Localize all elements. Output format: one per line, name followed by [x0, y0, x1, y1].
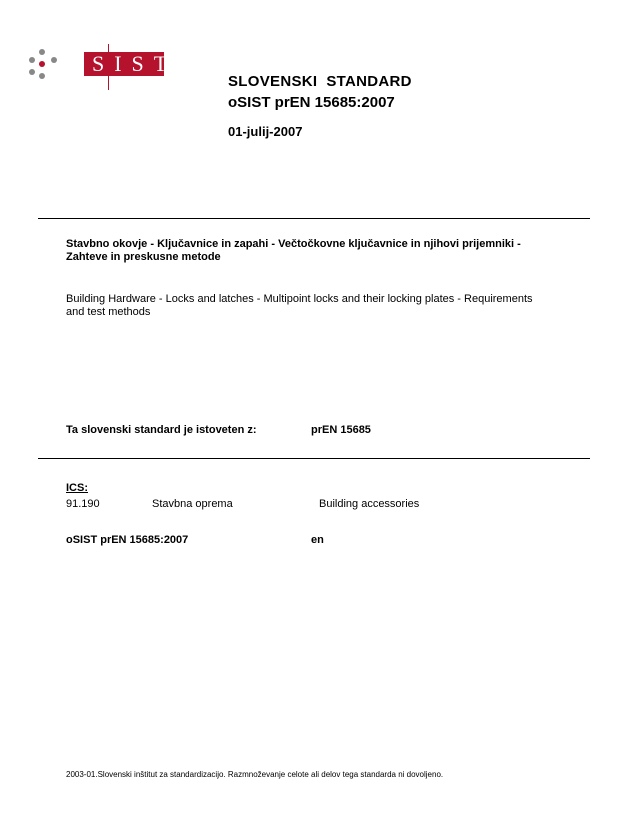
identity-label: Ta slovenski standard je istoveten z: — [66, 424, 257, 436]
ics-slovene: Stavbna oprema — [152, 498, 233, 510]
footer-standard-code: oSIST prEN 15685:2007 — [66, 534, 189, 546]
sist-logo: SIST — [84, 52, 164, 76]
logo-dots-icon — [20, 44, 70, 84]
ics-label: ICS: — [66, 482, 88, 494]
standard-code: oSIST prEN 15685:2007 — [228, 94, 395, 111]
ics-code: 91.190 — [66, 498, 100, 510]
standard-type: SLOVENSKI STANDARD — [228, 73, 412, 90]
title-slovene: Stavbno okovje - Ključavnice in zapahi - Večtočkovne ključavnice in njihovi prijemniki - Zahteve in preskusne metode — [66, 238, 521, 263]
title-english: Building Hardware - Locks and latches - Multipoint locks and their locking plates - Requirements and test methods — [66, 293, 533, 318]
top-divider — [38, 218, 590, 219]
copyright-notice: 2003-01.Slovenski inštitut za standardizacijo. Razmnoževanje celote ali delov tega standarda ni dovoljeno. — [66, 770, 444, 779]
middle-divider — [38, 458, 590, 459]
ics-english: Building accessories — [319, 498, 420, 510]
identity-value: prEN 15685 — [311, 424, 371, 436]
standard-date: 01-julij-2007 — [228, 124, 303, 139]
footer-language: en — [311, 534, 324, 546]
